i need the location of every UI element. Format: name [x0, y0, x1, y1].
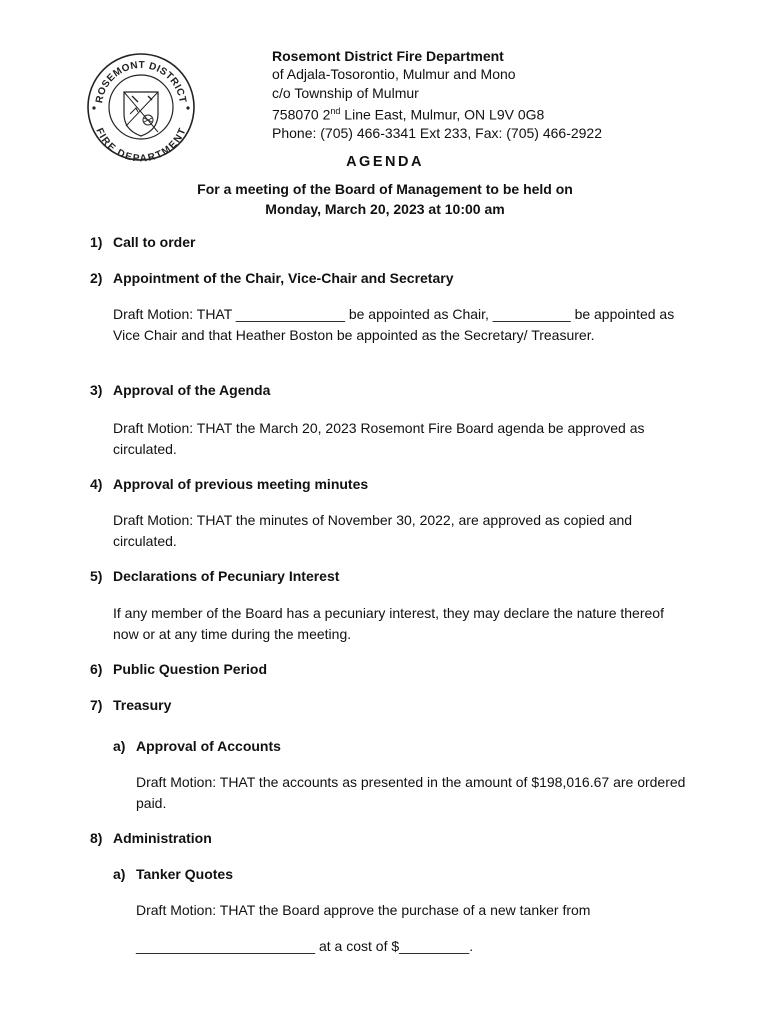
draft-motion-agenda-approval: Draft Motion: THAT the March 20, 2023 Rosemont Fire Board agenda be approved as circulated.	[113, 420, 645, 457]
svg-text:FIRE DEPARTMENT: FIRE DEPARTMENT	[93, 126, 189, 162]
address-line-2: c/o Township of Mulmur	[272, 84, 419, 101]
agenda-subitem-8a: a) Tanker Quotes	[113, 866, 233, 882]
agenda-item-6: 6) Public Question Period	[90, 661, 268, 677]
agenda-title: AGENDA	[346, 154, 424, 170]
agenda-item-8: 8) Administration	[90, 830, 212, 846]
organization-address-block	[272, 47, 602, 143]
fire-department-seal-logo	[86, 52, 196, 162]
agenda-item-5: 5) Declarations of Pecuniary Interest	[90, 568, 340, 584]
agenda-item-3: 3) Approval of the Agenda	[90, 382, 271, 398]
draft-motion-tanker-purchase: Draft Motion: THAT the Board approve the purchase of a new tanker from	[136, 902, 591, 918]
draft-motion-tanker-cost: _______________________ at a cost of $_________.	[136, 938, 474, 954]
phone-fax-line: Phone: (705) 466-3341 Ext 233, Fax: (705) 466-2922	[272, 125, 602, 142]
organization-name: Rosemont District Fire Department	[272, 48, 504, 64]
agenda-item-1: 1) Call to order	[90, 234, 196, 250]
draft-motion-accounts: Draft Motion: THAT the accounts as presented in the amount of $198,016.67 are ordered paid.	[136, 774, 686, 811]
draft-motion-minutes-approval: Draft Motion: THAT the minutes of November 30, 2022, are approved as copied and circulated.	[113, 512, 633, 549]
pecuniary-interest-text: If any member of the Board has a pecuniary interest, they may declare the nature thereof now or at any time during the meeting.	[113, 605, 664, 642]
meeting-details: For a meeting of the Board of Management to be held on Monday, March 20, 2023 at 10:00 am	[197, 181, 573, 217]
draft-motion-chair-appointment: Draft Motion: THAT ______________ be appointed as Chair, __________ be appointed as Vice Chair and that Heather Boston be appointed as the Secretary/ Treasurer.	[113, 306, 675, 343]
agenda-item-4: 4) Approval of previous meeting minutes	[90, 476, 369, 492]
address-line-3: 758070 2nd Line East, Mulmur, ON L9V 0G8	[272, 106, 545, 123]
agenda-item-2: 2) Appointment of the Chair, Vice-Chair and Secretary	[90, 270, 454, 286]
agenda-subitem-7a: a) Approval of Accounts	[113, 738, 281, 754]
address-line-1: of Adjala-Tosorontio, Mulmur and Mono	[272, 66, 516, 83]
agenda-item-7: 7) Treasury	[90, 697, 172, 713]
svg-text:ROSEMONT DISTRICT: ROSEMONT DISTRICT	[94, 59, 188, 105]
